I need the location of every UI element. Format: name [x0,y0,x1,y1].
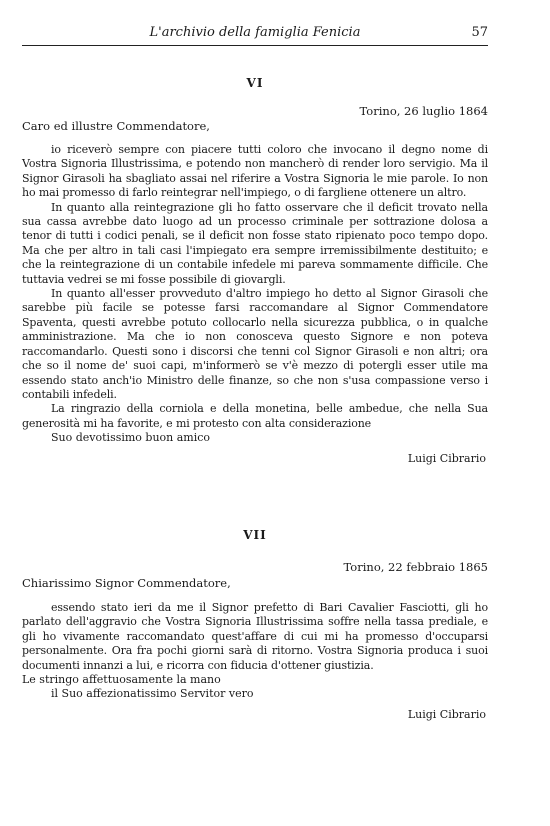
letter-closing: Le stringo affettuosamente la mano [22,673,221,687]
letter-paragraph: In quanto all'esser provveduto d'altro impiego ho detto al Signor Girasoli che sarebbe più facile se potesse farsi raccomandare al Signor Commendatore Spaventa, questi avrebbe potuto collocarlo nella sicurezza pubblica, o in qualche amministrazione. Ma che io non conosceva questo Signore e non poteva raccomandarlo. Questi sono i discorsi che tenni col Signor Girasoli e non altri; ora che so il nome de' suoi capi, m'informerò se v'è mezzo di potergli esser utile ma essendo stato anch'io Ministro delle finanze, so che non s'usa compassione verso i contabili infedeli. [22,287,488,401]
letter-signature: Luigi Cibrario [407,707,486,721]
letter-paragraph: La ringrazio della corniola e della monetina, belle ambedue, che nella Sua generosità mi ha favorite, e mi protesto con alta considerazione [22,402,488,430]
letter-paragraph: In quanto alla reintegrazione gli ho fatto osservare che il deficit trovato nella sua cassa avrebbe dato luogo ad un processo criminale per sottrazione dolosa a tenor di tutti i codici penali, se il deficit non fosse stato ripienato poco tempo dopo. Ma che per altro in tali casi l'impiegato era sempre irremissibilmente destituito; e che la reintegrazione di un contabile infedele mi pareva sommamente difficile. Che tuttavia vedrei se mi fosse possibile di giovargli. [22,200,488,286]
letter-vi [22,76,488,465]
letter-salutation: Chiarissimo Signor Commendatore, [22,576,231,590]
letter-date: Torino, 22 febbraio 1865 [343,560,488,574]
letter-date: Torino, 26 luglio 1864 [359,104,488,118]
letter-salutation: Caro ed illustre Commendatore, [22,119,210,133]
letter-paragraph: io riceverò sempre con piacere tutti coloro che invocano il degno nome di Vostra Signoria Illustrissima, e potendo non mancherò di render loro servigio. Ma il Signor Girasoli ha sbagliato assai nel riferire a Vostra Signoria le mie parole. Io non ho mai promesso di farlo reintegrar nell'impiego, o di fargliene ottenere un altro. [22,143,488,200]
letter-numeral: VII [243,528,267,542]
letter-signature: Luigi Cibrario [407,451,486,465]
letter-paragraph: essendo stato ieri da me il Signor prefetto di Bari Cavalier Fasciotti, gli ho parlato dell'aggravio che Vostra Signoria Illustrissima soffre nella tassa prediale, e gli ho vivamente raccomandato quest'affare di cui mi ha promesso d'occuparsi personalmente. Ora fra pochi giorni sarà di ritorno. Vostra Signoria produca i suoi documenti innanzi a lui, e ricorra con fiducia d'ottener giustizia. [22,601,488,672]
running-title: L'archivio della famiglia Fenicia [149,25,361,40]
letter-closing: Suo devotissimo buon amico [51,431,211,445]
page-header [22,23,488,46]
page-number: 57 [471,25,488,40]
letter-numeral: VI [246,76,264,90]
letter-vii [22,528,488,721]
letter-closing: il Suo affezionatissimo Servitor vero [51,687,254,701]
